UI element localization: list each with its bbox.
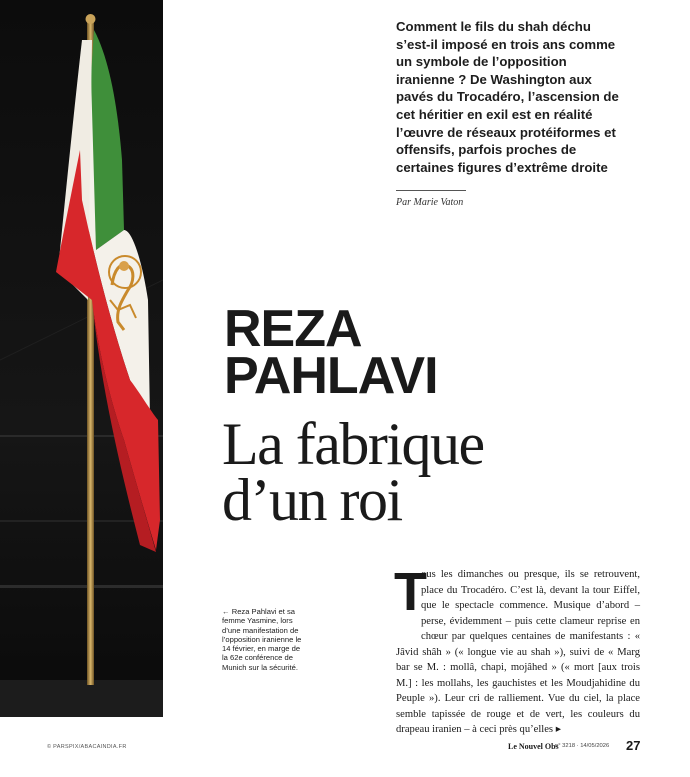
- headline-line-2: PAHLAVI: [224, 347, 438, 405]
- issue-info: n° 3218 · 14/05/2026: [555, 743, 610, 749]
- drop-cap: T: [394, 562, 427, 622]
- subheadline-line-1: La fabrique: [222, 411, 484, 477]
- subheadline-line-2: d’un roi: [222, 467, 402, 533]
- byline: Par Marie Vaton: [396, 197, 464, 208]
- photo-credit: © PARSPIX/ABACAINDIA.FR: [47, 744, 127, 750]
- subheadline: [222, 411, 484, 533]
- article-body-text: ous les dimanches ou presque, ils se retrouvent, place du Trocadéro. C’est là, devant la tour Eiffel, que le spectacle commence. Musique d’abord – perse, évidemment – puis cette clameur reprise en chœur par quelques centaines de manifestants : « Jâvid shâh » (« longue vie au shah »), suivi de « Marg bar se M. : mollâ, chapi, mojâhed » (« mort [aux trois M.] : les mollahs, les gauchistes et les Moudjahidine du Peuple »). Leur cri de ralliement. Vue du ciel, la place semble tapissée de rouge et de vert, les couleurs du drapeau iranien – à ceci près qu’elles ▸: [396, 569, 640, 735]
- headline-line-1: REZA: [224, 300, 362, 358]
- intro-lede: Comment le fils du shah déchu s’est-il imposé en trois ans comme un symbole de l’opposition iranienne ? De Washington aux pavés du Trocadéro, l’ascension de cet héritier en exil est en réalité l’œuvre de réseaux protéiformes et offensifs, parfois proches de certaines figures d’extrême droite: [396, 19, 619, 175]
- headline: [224, 300, 438, 405]
- publication-name: Le Nouvel Obs: [508, 742, 559, 751]
- page-number: 27: [626, 738, 641, 753]
- divider: [396, 190, 466, 191]
- photo-caption: ← Reza Pahlavi et sa femme Yasmine, lors d’une manifestation de l’opposition iranienne le 14 février, en marge de la 62e conférence de Munich sur la sécurité.: [222, 607, 302, 672]
- article-body: [394, 562, 640, 738]
- iranian-flag-image: [0, 0, 163, 717]
- flag-photo: [0, 0, 163, 717]
